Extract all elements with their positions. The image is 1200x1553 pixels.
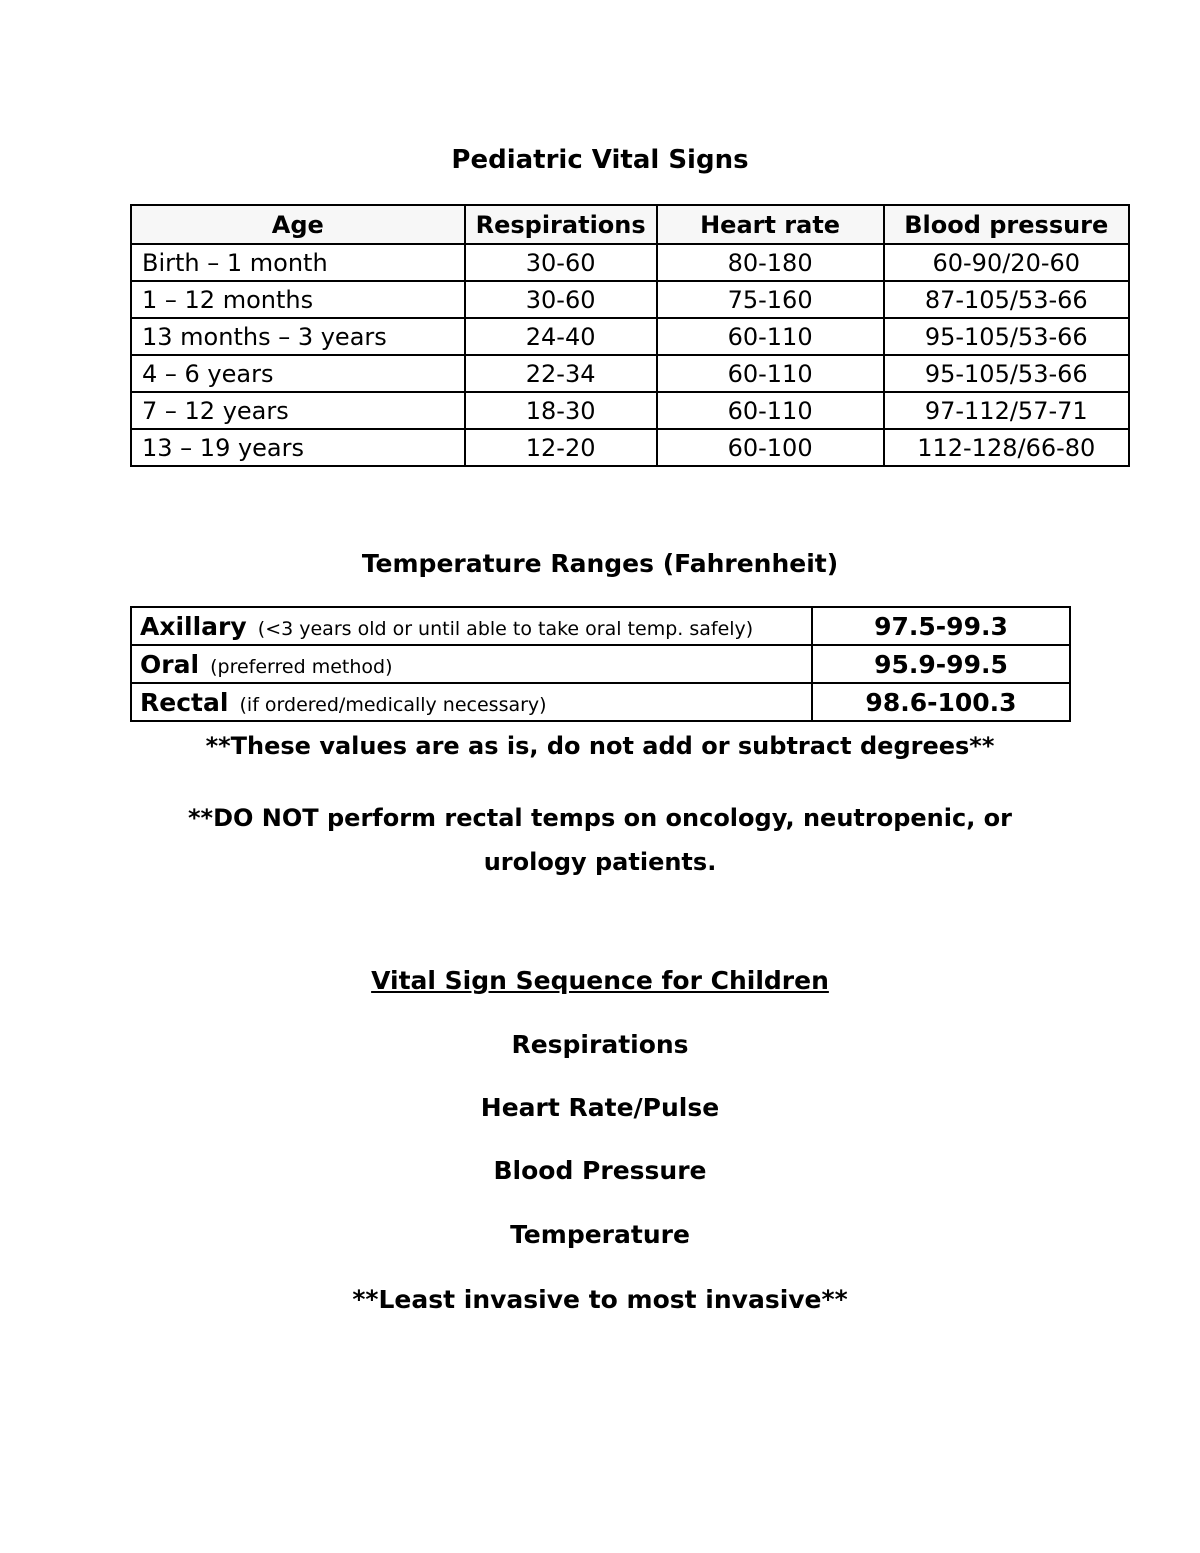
temperature-range-cell: 98.6-100.3: [812, 683, 1070, 721]
blood-pressure-cell: 87-105/53-66: [884, 281, 1129, 318]
respirations-cell: 30-60: [465, 281, 657, 318]
table-row: [131, 683, 1070, 721]
table-row: [131, 645, 1070, 683]
table-row: [131, 607, 1070, 645]
sequence-footer: **Least invasive to most invasive**: [352, 1285, 848, 1314]
heart-rate-cell: 75-160: [657, 281, 884, 318]
page-title: Pediatric Vital Signs: [451, 145, 749, 175]
table-header-row: [131, 205, 1129, 244]
header-heart-rate: Heart rate: [657, 205, 884, 244]
method-note: (preferred method): [210, 655, 393, 678]
blood-pressure-cell: 95-105/53-66: [884, 355, 1129, 392]
sequence-item: Blood Pressure: [493, 1156, 707, 1185]
blood-pressure-cell: 97-112/57-71: [884, 392, 1129, 429]
method-name: Oral: [140, 649, 200, 679]
method-cell: [131, 607, 812, 645]
temperature-ranges-table: [130, 606, 1071, 722]
respirations-cell: 24-40: [465, 318, 657, 355]
respirations-cell: 22-34: [465, 355, 657, 392]
table-row: [131, 355, 1129, 392]
age-cell: 13 – 19 years: [131, 429, 465, 466]
heart-rate-cell: 80-180: [657, 244, 884, 281]
method-cell: [131, 683, 812, 721]
table-row: [131, 244, 1129, 281]
age-cell: 4 – 6 years: [131, 355, 465, 392]
temperature-range-cell: 97.5-99.3: [812, 607, 1070, 645]
table-row: [131, 392, 1129, 429]
header-blood-pressure: Blood pressure: [884, 205, 1129, 244]
table-row: [131, 318, 1129, 355]
temperature-ranges-title: Temperature Ranges (Fahrenheit): [361, 549, 839, 578]
heart-rate-cell: 60-110: [657, 318, 884, 355]
respirations-cell: 18-30: [465, 392, 657, 429]
respirations-cell: 12-20: [465, 429, 657, 466]
age-cell: Birth – 1 month: [131, 244, 465, 281]
method-note: (<3 years old or until able to take oral temp. safely): [257, 617, 754, 640]
sequence-item: Respirations: [511, 1030, 689, 1059]
blood-pressure-cell: 112-128/66-80: [884, 429, 1129, 466]
blood-pressure-cell: 60-90/20-60: [884, 244, 1129, 281]
age-cell: 1 – 12 months: [131, 281, 465, 318]
method-note: (if ordered/medically necessary): [239, 693, 547, 716]
as-is-note: **These values are as is, do not add or subtract degrees**: [205, 732, 995, 760]
rectal-warning-note: **DO NOT perform rectal temps on oncology, neutropenic, or urology patients.: [188, 804, 1012, 876]
respirations-cell: 30-60: [465, 244, 657, 281]
method-name: Axillary: [140, 611, 247, 641]
method-cell: [131, 645, 812, 683]
blood-pressure-cell: 95-105/53-66: [884, 318, 1129, 355]
table-row: [131, 429, 1129, 466]
sequence-item: Heart Rate/Pulse: [480, 1093, 720, 1122]
heart-rate-cell: 60-110: [657, 355, 884, 392]
table-row: [131, 281, 1129, 318]
age-cell: 13 months – 3 years: [131, 318, 465, 355]
sequence-title: Vital Sign Sequence for Children: [371, 966, 829, 995]
vital-signs-table: [130, 204, 1130, 467]
header-respirations: Respirations: [465, 205, 657, 244]
heart-rate-cell: 60-100: [657, 429, 884, 466]
age-cell: 7 – 12 years: [131, 392, 465, 429]
sequence-item: Temperature: [510, 1220, 690, 1249]
heart-rate-cell: 60-110: [657, 392, 884, 429]
temperature-range-cell: 95.9-99.5: [812, 645, 1070, 683]
header-age: Age: [131, 205, 465, 244]
method-name: Rectal: [140, 687, 229, 717]
